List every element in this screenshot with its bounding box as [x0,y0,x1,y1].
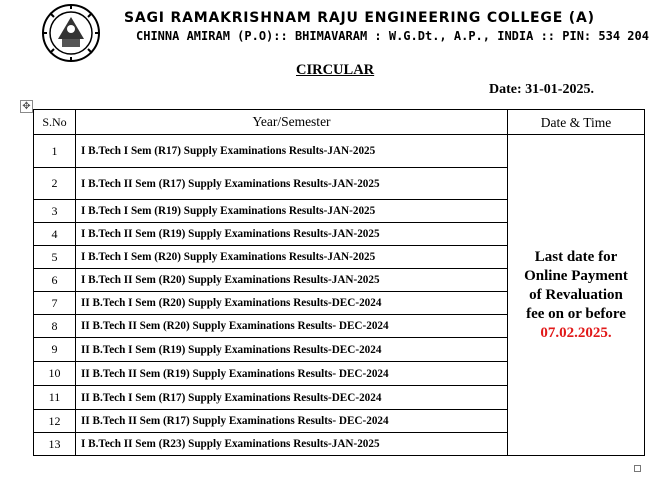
row-item: I B.Tech I Sem (R20) Supply Examinations Results-JAN-2025 [76,246,508,269]
row-item: II B.Tech I Sem (R19) Supply Examinations Results-DEC-2024 [76,338,508,362]
row-sno: 12 [34,410,76,433]
table-resize-handle[interactable] [634,465,641,472]
row-item: II B.Tech II Sem (R19) Supply Examinations Results- DEC-2024 [76,362,508,386]
row-sno: 3 [34,200,76,223]
college-address: CHINNA AMIRAM (P.O):: BHIMAVARAM : W.G.Dt., A.P., INDIA :: PIN: 534 204 [136,29,649,43]
row-sno: 9 [34,338,76,362]
table-header-row [34,110,645,135]
header-date-time: Date & Time [508,110,645,135]
college-logo [38,3,104,63]
row-item: I B.Tech I Sem (R19) Supply Examinations Results-JAN-2025 [76,200,508,223]
table-move-handle-icon[interactable]: ✥ [20,100,33,113]
results-table [33,109,645,456]
deadline-line: fee on or before [526,305,626,322]
row-sno: 13 [34,433,76,456]
row-sno: 10 [34,362,76,386]
row-sno: 2 [34,168,76,200]
row-item: II B.Tech II Sem (R17) Supply Examinations Results- DEC-2024 [76,410,508,433]
circular-date: Date: 31-01-2025. [489,82,594,97]
row-item: II B.Tech II Sem (R20) Supply Examinations Results- DEC-2024 [76,315,508,338]
row-item: I B.Tech II Sem (R17) Supply Examinations Results-JAN-2025 [76,168,508,200]
header-sno: S.No [34,110,76,135]
row-item: I B.Tech II Sem (R23) Supply Examinations Results-JAN-2025 [76,433,508,456]
row-sno: 4 [34,223,76,246]
college-name: SAGI RAMAKRISHNAM RAJU ENGINEERING COLLEGE (A) [124,10,595,26]
row-sno: 5 [34,246,76,269]
row-sno: 11 [34,386,76,410]
row-sno: 7 [34,292,76,315]
row-item: I B.Tech I Sem (R17) Supply Examinations Results-JAN-2025 [76,135,508,168]
deadline-line: Online Payment [524,267,628,284]
row-item: I B.Tech II Sem (R20) Supply Examinations Results-JAN-2025 [76,269,508,292]
deadline-line: of Revaluation [529,286,623,303]
deadline-date: 07.02.2025. [540,324,612,341]
circular-title: CIRCULAR [296,62,375,78]
header-year-semester: Year/Semester [76,110,508,135]
row-sno: 6 [34,269,76,292]
row-item: II B.Tech I Sem (R20) Supply Examinations Results-DEC-2024 [76,292,508,315]
row-item: I B.Tech II Sem (R19) Supply Examinations Results-JAN-2025 [76,223,508,246]
deadline-cell [508,135,645,456]
row-sno: 8 [34,315,76,338]
deadline-line: Last date for [534,248,618,265]
row-item: II B.Tech I Sem (R17) Supply Examinations Results-DEC-2024 [76,386,508,410]
table-row [34,135,645,168]
row-sno: 1 [34,135,76,168]
